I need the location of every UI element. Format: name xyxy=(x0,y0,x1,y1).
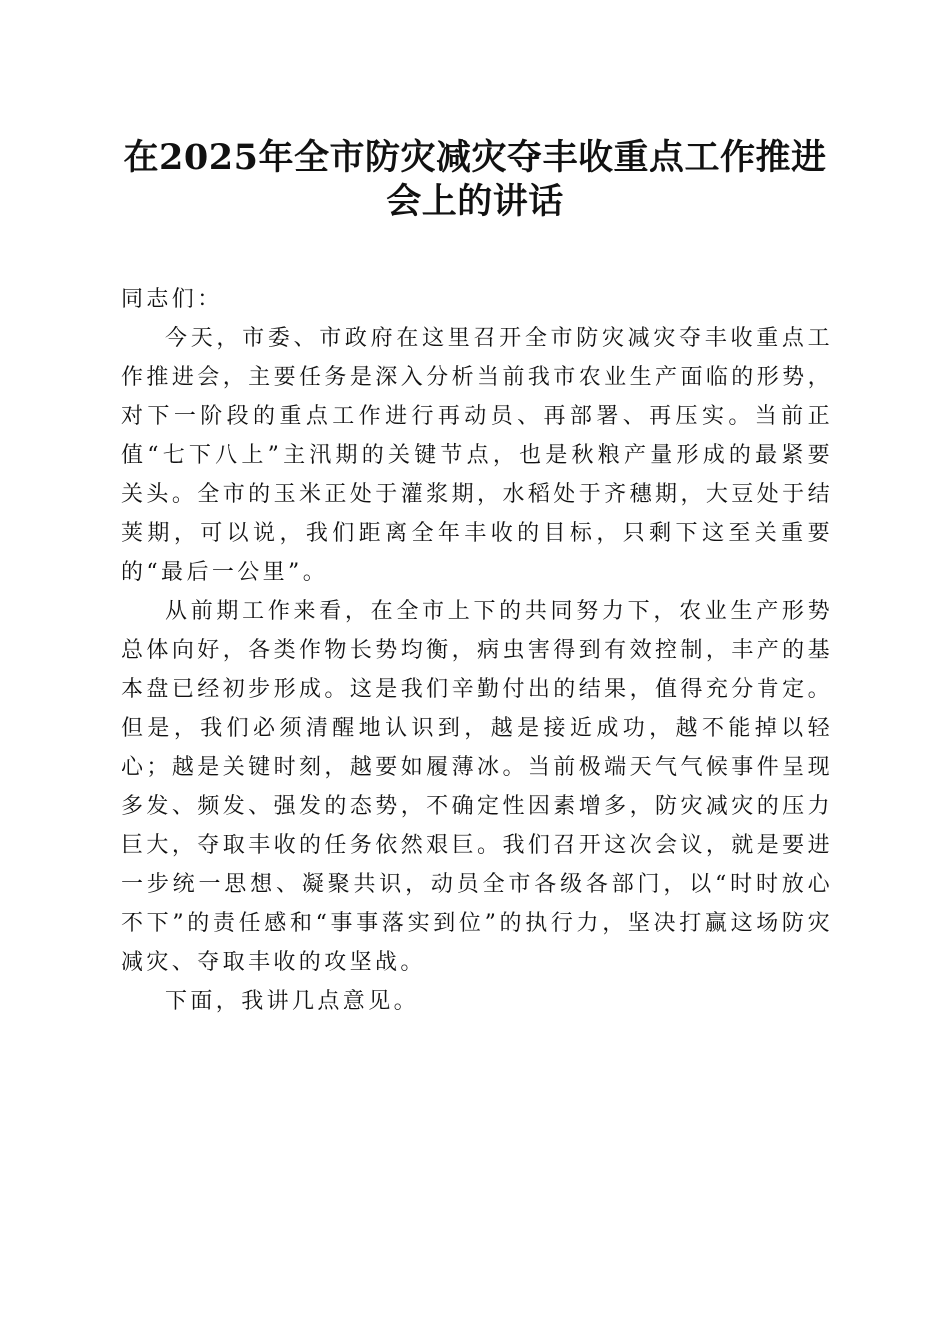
paragraph-opening: 今天，市委、市政府在这里召开全市防灾减灾夺丰收重点工作推进会，主要任务是深入分析当前我市农业生产面临的形势，对下一阶段的重点工作进行再动员、再部署、再压实。当前正值“七下八上”主汛期的关键节点，也是秋粮产量形成的最紧要关头。全市的玉米正处于灌浆期，水稻处于齐穗期，大豆处于结荚期，可以说，我们距离全年丰收的目标，只剩下这至关重要的“最后一公里”。 xyxy=(121,326,833,585)
document-body xyxy=(121,280,833,1021)
document-title-line-1: 在2025年全市防灾减灾夺丰收重点工作推进 xyxy=(123,137,827,178)
paragraph-transition: 下面，我讲几点意见。 xyxy=(165,989,420,1014)
paragraph-situation: 从前期工作来看，在全市上下的共同努力下，农业生产形势总体向好，各类作物长势均衡，病虫害得到有效控制，丰产的基本盘已经初步形成。这是我们辛勤付出的结果，值得充分肯定。但是，我们必须清醒地认识到，越是接近成功，越不能掉以轻心；越是关键时刻，越要如履薄冰。当前极端天气气候事件呈现多发、频发、强发的态势，不确定性因素增多，防灾减灾的压力巨大，夺取丰收的任务依然艰巨。我们召开这次会议，就是要进一步统一思想、凝聚共识，动员全市各级各部门，以“时时放心不下”的责任感和“事事落实到位”的执行力，坚决打赢这场防灾减灾、夺取丰收的攻坚战。 xyxy=(121,599,833,975)
document-title-line-2: 会上的讲话 xyxy=(386,181,564,222)
document-title xyxy=(90,136,860,224)
salutation: 同志们： xyxy=(121,287,223,312)
